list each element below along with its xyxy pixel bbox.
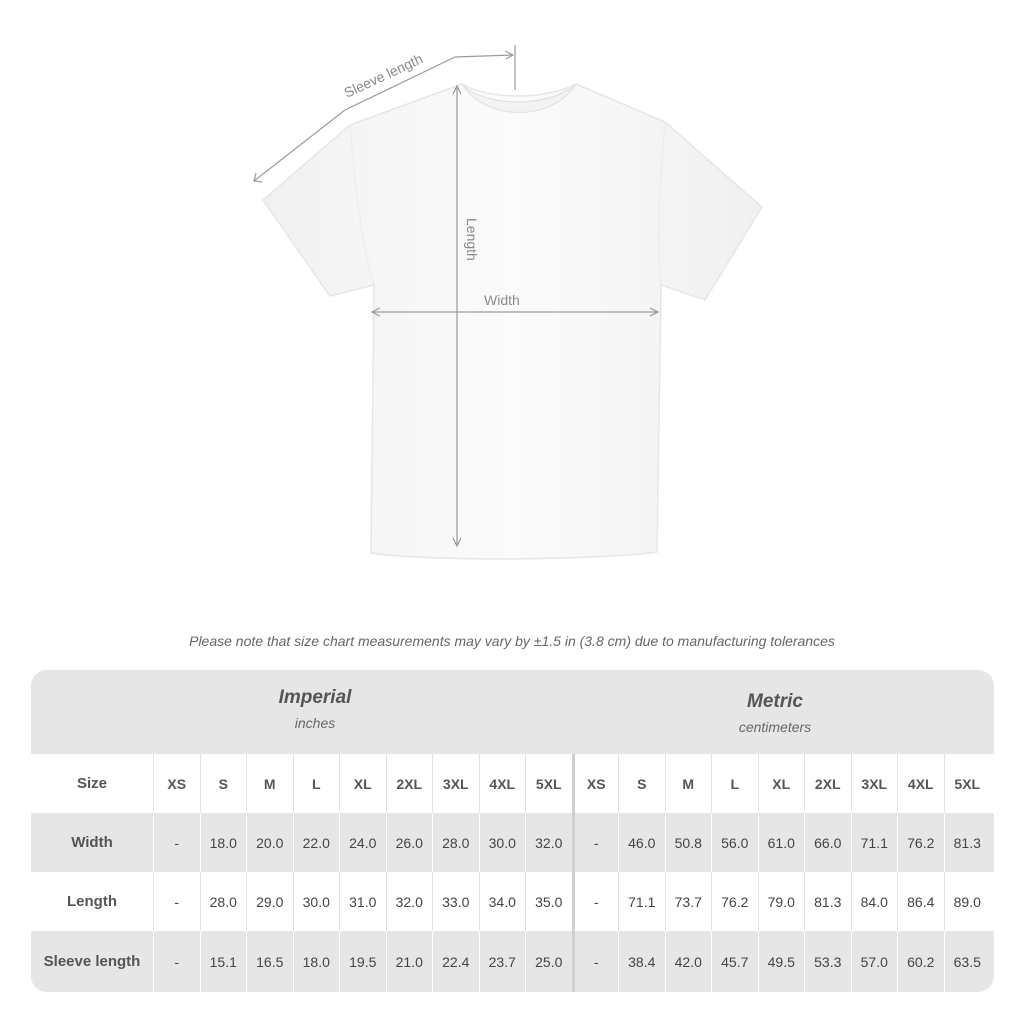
- table-row-length: [31, 872, 994, 931]
- imperial-value-cell: 22.0: [293, 813, 340, 872]
- imperial-size-header: 3XL: [432, 754, 479, 813]
- imperial-value-cell: 18.0: [200, 813, 247, 872]
- metric-value-cell: 53.3: [804, 931, 851, 992]
- imperial-value-cell: 28.0: [432, 813, 479, 872]
- metric-value-cell: 76.2: [897, 813, 944, 872]
- imperial-value-cell: 35.0: [525, 872, 572, 931]
- metric-value-cell: 71.1: [618, 872, 665, 931]
- imperial-value-cell: 29.0: [246, 872, 293, 931]
- metric-value-cell: 81.3: [944, 813, 991, 872]
- imperial-value-cell: 34.0: [479, 872, 526, 931]
- metric-value-cell: -: [572, 872, 619, 931]
- imperial-size-header: XS: [153, 754, 200, 813]
- imperial-value-cell: 33.0: [432, 872, 479, 931]
- length-label: Length: [464, 218, 480, 261]
- metric-value-cell: 76.2: [711, 872, 758, 931]
- imperial-size-header: 5XL: [525, 754, 572, 813]
- imperial-value-cell: 32.0: [525, 813, 572, 872]
- metric-value-cell: 89.0: [944, 872, 991, 931]
- metric-value-cell: 49.5: [758, 931, 805, 992]
- row-label: Sleeve length: [43, 953, 141, 970]
- metric-size-header: 5XL: [944, 754, 991, 813]
- metric-value-cell: 79.0: [758, 872, 805, 931]
- imperial-value-cell: 25.0: [525, 931, 572, 992]
- metric-subtitle: centimeters: [738, 719, 812, 735]
- metric-value-cell: 50.8: [665, 813, 712, 872]
- imperial-value-cell: 28.0: [200, 872, 247, 931]
- sleeve-length-label: Sleeve length: [341, 50, 426, 101]
- metric-value-cell: 38.4: [618, 931, 665, 992]
- metric-size-header: 4XL: [897, 754, 944, 813]
- imperial-value-cell: -: [153, 931, 200, 992]
- metric-size-header: L: [711, 754, 758, 813]
- size-header-row: [31, 754, 994, 813]
- metric-size-header: 3XL: [851, 754, 898, 813]
- imperial-size-header: XL: [339, 754, 386, 813]
- tshirt-shape: [263, 84, 762, 559]
- metric-value-cell: -: [572, 931, 619, 992]
- imperial-value-cell: 16.5: [246, 931, 293, 992]
- metric-size-header: XS: [572, 754, 619, 813]
- metric-header: [721, 691, 829, 735]
- imperial-value-cell: 23.7: [479, 931, 526, 992]
- table-row-width: [31, 813, 994, 872]
- tolerance-note: Please note that size chart measurements may vary by ±1.5 in (3.8 cm) due to manufacturing tolerances: [189, 633, 835, 649]
- metric-value-cell: 84.0: [851, 872, 898, 931]
- imperial-subtitle: inches: [294, 715, 336, 731]
- metric-value-cell: 81.3: [804, 872, 851, 931]
- imperial-size-header: L: [293, 754, 340, 813]
- metric-value-cell: 45.7: [711, 931, 758, 992]
- imperial-size-header: S: [200, 754, 247, 813]
- imperial-value-cell: 20.0: [246, 813, 293, 872]
- imperial-value-cell: 18.0: [293, 931, 340, 992]
- imperial-title: Imperial: [278, 687, 352, 708]
- imperial-value-cell: 30.0: [479, 813, 526, 872]
- metric-size-header: S: [618, 754, 665, 813]
- table-unit-header: [31, 670, 994, 754]
- imperial-value-cell: 21.0: [386, 931, 433, 992]
- imperial-value-cell: 15.1: [200, 931, 247, 992]
- size-chart-table: [31, 670, 994, 992]
- table-row-sleeve-length: [31, 931, 994, 992]
- imperial-size-header: 2XL: [386, 754, 433, 813]
- metric-value-cell: 56.0: [711, 813, 758, 872]
- metric-value-cell: 46.0: [618, 813, 665, 872]
- metric-value-cell: 57.0: [851, 931, 898, 992]
- metric-value-cell: 42.0: [665, 931, 712, 992]
- imperial-value-cell: 26.0: [386, 813, 433, 872]
- metric-value-cell: -: [572, 813, 619, 872]
- imperial-value-cell: -: [153, 813, 200, 872]
- metric-value-cell: 86.4: [897, 872, 944, 931]
- metric-size-header: M: [665, 754, 712, 813]
- imperial-value-cell: 32.0: [386, 872, 433, 931]
- row-label: Width: [71, 834, 113, 851]
- metric-size-header: XL: [758, 754, 805, 813]
- metric-size-header: 2XL: [804, 754, 851, 813]
- imperial-value-cell: 31.0: [339, 872, 386, 931]
- metric-value-cell: 73.7: [665, 872, 712, 931]
- imperial-value-cell: 22.4: [432, 931, 479, 992]
- imperial-header: [261, 687, 369, 731]
- imperial-value-cell: 19.5: [339, 931, 386, 992]
- metric-value-cell: 63.5: [944, 931, 991, 992]
- size-header-label: Size: [76, 775, 107, 792]
- imperial-value-cell: -: [153, 872, 200, 931]
- imperial-value-cell: 24.0: [339, 813, 386, 872]
- metric-title: Metric: [747, 691, 803, 712]
- metric-value-cell: 60.2: [897, 931, 944, 992]
- metric-value-cell: 71.1: [851, 813, 898, 872]
- metric-value-cell: 61.0: [758, 813, 805, 872]
- imperial-value-cell: 30.0: [293, 872, 340, 931]
- width-label: Width: [484, 292, 520, 308]
- row-label: Length: [67, 893, 117, 910]
- imperial-size-header: M: [246, 754, 293, 813]
- metric-value-cell: 66.0: [804, 813, 851, 872]
- imperial-size-header: 4XL: [479, 754, 526, 813]
